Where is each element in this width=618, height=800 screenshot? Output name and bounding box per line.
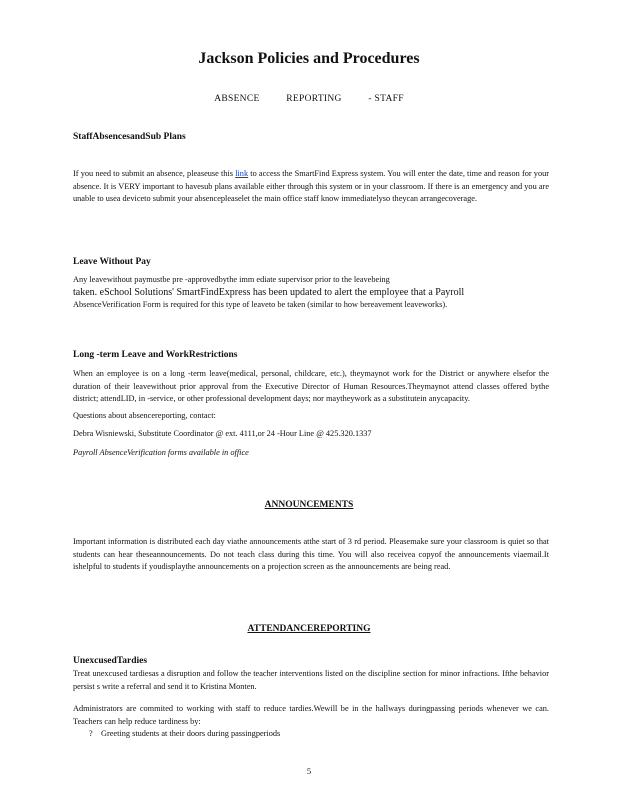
attendance-heading: ATTENDANCEREPORTING	[247, 624, 371, 634]
page-subtitle	[0, 94, 618, 104]
staff-absences-text-before: If you need to submit an absence, pleaseuse this	[73, 169, 233, 178]
leave-line-1: Any leavewithout paymustbe pre -approvedbythe imm ediate supervisor prior to the leavebeing	[73, 275, 390, 284]
subtitle-word-3: - STAFF	[368, 94, 404, 104]
bullet-text: Greeting students at their doors during passingperiods	[100, 729, 281, 738]
leave-without-pay-heading: Leave Without Pay	[73, 257, 151, 267]
page-number: 5	[306, 766, 312, 776]
questions-line: Questions about absencereporting, contact:	[73, 410, 216, 420]
subtitle-word-2: REPORTING	[286, 94, 342, 104]
announcements-paragraph	[73, 536, 549, 574]
leave-line-3: AbsenceVerification Form is required for this type of leaveto be taken (similar to how bereavement leaveworks).	[73, 300, 448, 309]
unexcused-tardies-heading: UnexcusedTardies	[73, 656, 148, 666]
leave-without-pay-paragraph	[73, 274, 549, 312]
long-term-leave-heading: Long -term Leave and WorkRestrictions	[73, 350, 238, 360]
attendance-text-1: Treat unexcused tardiesas a disruption and follow the teacher interventions listed on the discipline section for minor infractions. Ifthe behavior persist s write a referral and send it to Kristina Monten.	[73, 669, 549, 691]
page-title: Jackson Policies and Procedures	[198, 50, 420, 67]
staff-absences-heading: StaffAbsencesandSub Plans	[73, 132, 186, 142]
announcements-text: Important information is distributed each day viathe announcements atthe start of 3 rd period. Pleasemake sure your classroom is quiet so that students can hear theseannouncements. Do not teach class during this time. You will also receivea copyof the announcements viaemail.It ishelpful to students if youdisplaythe announcements on a projection screen as the announcements are being read.	[73, 537, 549, 571]
announcements-heading: ANNOUNCEMENTS	[264, 500, 354, 510]
contact-line: Debra Wisniewski, Substitute Coordinator @ ext. 4111,or 24 -Hour Line @ 425.320.1337	[73, 429, 372, 438]
bullet-item	[73, 728, 549, 741]
leave-line-2: taken. eSchool Solutions' SmartFindExpress has been updated to alert the employee that a Payroll	[73, 286, 465, 298]
smartfind-link[interactable]: link	[235, 169, 249, 178]
subtitle-word-1: ABSENCE	[214, 94, 260, 104]
long-term-text: When an employee is on a long -term leave(medical, personal, childcare, etc.), theymaynot work for the District or anywhere elsefor the duration of their leavewithout prior approval from the Executive Director of Human Resources.Theymaynot attend classes offered bythe district; attendLID, in -service, or other professional development days; nor maytheywork as a substitutein anycapacity.	[73, 369, 549, 403]
attendance-paragraph	[73, 668, 549, 741]
staff-absences-paragraph	[73, 168, 549, 206]
forms-line: Payroll AbsenceVerification forms available in office	[73, 447, 249, 457]
long-term-leave-paragraph	[73, 368, 549, 459]
bullet-marker: ?	[89, 729, 93, 738]
staff-absences-text-after: to access the SmartFind Express system. You will enter the date, time and reason for your absence. It is VERY important to havesub plans available either through this system or in your classroom. If there is an emergency and you are unable to usea deviceto submit your absencepleaselet the main office staff know immediatelyso theycan arrangecoverage.	[73, 169, 550, 203]
attendance-text-2: Administrators are commited to working with staff to reduce tardies.Wewill be in the hallways duringpassing periods whenever we can. Teachers can help reduce tardiness by:	[73, 704, 549, 726]
